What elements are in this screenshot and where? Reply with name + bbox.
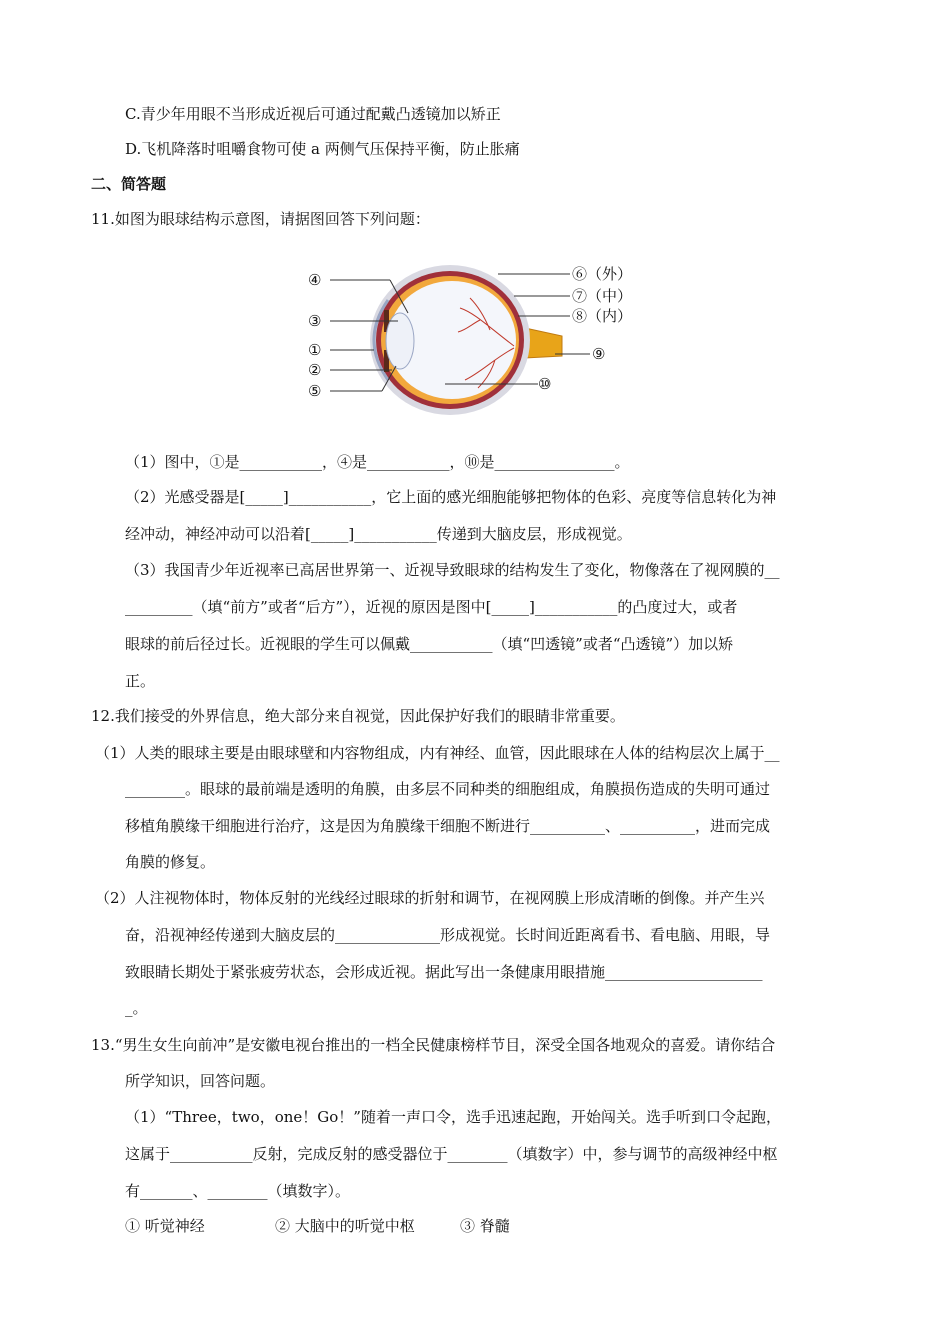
figure-label-2: ② <box>308 361 322 379</box>
figure-label-8: ⑧（内） <box>572 307 633 325</box>
q11-part-3: （3）我国青少年近视率已高居世界第一、近视导致眼球的结构发生了变化，物像落在了视网膜的__ <box>125 561 780 579</box>
q12-part-1-cont-3: 角膜的修复。 <box>125 853 216 871</box>
q11-part-3-cont-3: 正。 <box>125 672 156 690</box>
q13-cont: 所学知识，回答问题。 <box>125 1072 276 1090</box>
option-1: ① 听觉神经 <box>125 1217 205 1235</box>
figure-label-9: ⑨ <box>592 345 606 363</box>
figure-label-5: ⑤ <box>308 382 322 400</box>
q11-part-1: （1）图中，①是___________，④是___________，⑩是________________。 <box>125 453 630 471</box>
q13-part-1: （1）“Three，two，one！Go！”随着一声口令，选手迅速起跑，开始闯关。选手听到口令起跑， <box>125 1108 781 1126</box>
q12-part-2-cont-1: 奋，沿视神经传递到大脑皮层的______________形成视觉。长时间近距离看书、看电脑、用眼，导 <box>125 926 771 944</box>
q12-part-1: （1）人类的眼球主要是由眼球壁和内容物组成，内有神经、血管，因此眼球在人体的结构层次上属于__ <box>95 744 780 762</box>
option-2: ② 大脑中的听觉中枢 <box>275 1217 415 1235</box>
question-13: 13.“男生女生向前冲”是安徽电视台推出的一档全民健康榜样节目，深受全国各地观众的喜爱。请你结合 <box>91 1036 776 1054</box>
q12-part-1-cont-1: ________。眼球的最前端是透明的角膜，由多层不同种类的细胞组成，角膜损伤造成的失明可通过 <box>125 780 771 798</box>
figure-label-1: ① <box>308 341 322 359</box>
q13-part-1-cont-1: 这属于___________反射，完成反射的感受器位于________（填数字）中，参与调节的高级神经中枢 <box>125 1145 778 1163</box>
q12-part-2: （2）人注视物体时，物体反射的光线经过眼球的折射和调节，在视网膜上形成清晰的倒像。并产生兴 <box>95 889 765 907</box>
section-heading: 二、简答题 <box>91 175 167 193</box>
figure-label-10: ⑩ <box>538 375 552 393</box>
option-3: ③ 脊髓 <box>460 1217 510 1235</box>
option-d: D.飞机降落时咀嚼食物可使 a 两侧气压保持平衡，防止胀痛 <box>125 140 520 158</box>
q11-part-3-cont-1: _________（填“前方”或者“后方”），近视的原因是图中[_____]___________的凸度过大，或者 <box>125 598 738 616</box>
q13-part-1-cont-2: 有_______、________（填数字）。 <box>125 1182 351 1200</box>
question-11: 11.如图为眼球结构示意图，请据图回答下列问题： <box>91 210 430 228</box>
figure-label-3: ③ <box>308 312 322 330</box>
figure-label-6: ⑥（外） <box>572 265 633 283</box>
q11-part-3-cont-2: 眼球的前后径过长。近视眼的学生可以佩戴___________（填“凹透镜”或者“凸透镜”）加以矫 <box>125 635 734 653</box>
figure-label-7: ⑦（中） <box>572 287 633 305</box>
q11-part-2-cont: 经冲动，神经冲动可以沿着[_____]___________传递到大脑皮层，形成视觉。 <box>125 525 632 543</box>
question-12: 12.我们接受的外界信息，绝大部分来自视觉，因此保护好我们的眼睛非常重要。 <box>91 707 625 725</box>
option-c: C.青少年用眼不当形成近视后可通过配戴凸透镜加以矫正 <box>125 105 501 123</box>
figure-label-4: ④ <box>308 271 322 289</box>
q12-part-1-cont-2: 移植角膜缘干细胞进行治疗，这是因为角膜缘干细胞不断进行__________、__________，进而完成 <box>125 817 771 835</box>
q11-part-2: （2）光感受器是[_____]___________，它上面的感光细胞能够把物体的色彩、亮度等信息转化为神 <box>125 488 777 506</box>
q12-part-2-cont-3: _。 <box>125 999 148 1017</box>
q12-part-2-cont-2: 致眼睛长期处于紧张疲劳状态，会形成近视。据此写出一条健康用眼措施_____________________ <box>125 963 763 981</box>
